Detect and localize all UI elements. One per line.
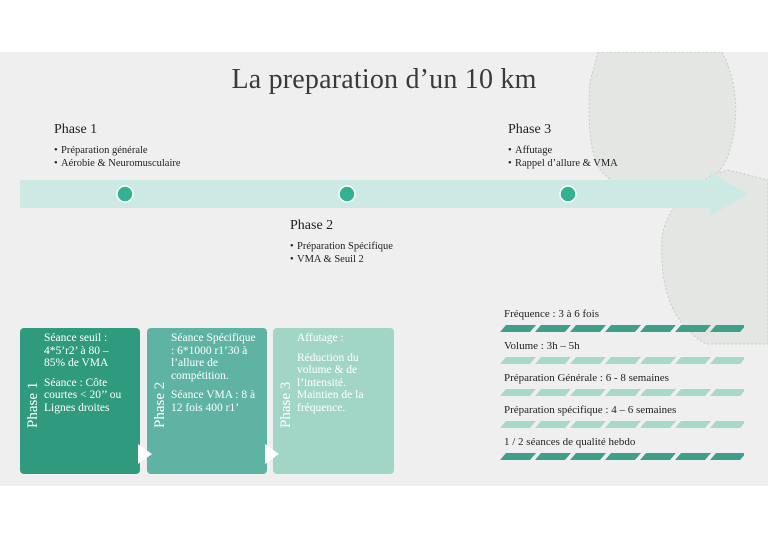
- stat-label: Volume : 3h – 5h: [504, 340, 580, 352]
- stat-bar-segment: [605, 325, 641, 332]
- stat-bar-segment: [500, 389, 536, 396]
- stat-bar-segment: [640, 389, 676, 396]
- stat-bar-segment: [675, 325, 711, 332]
- stat-bar-segment: [675, 421, 711, 428]
- chevron-right-icon: [138, 442, 154, 466]
- stat-bar-segment: [535, 389, 571, 396]
- phase-2-item: • VMA & Seuil 2: [290, 253, 393, 266]
- slide: [0, 52, 768, 486]
- phase-3-label: [508, 122, 618, 170]
- stat-bar: [500, 357, 744, 365]
- stat-bar-segment: [500, 421, 536, 428]
- phase-2-item: • Préparation Spécifique: [290, 240, 393, 253]
- phase-3-card-body: [297, 332, 386, 421]
- stat-bar-segment: [675, 357, 711, 364]
- stat-item: [500, 432, 744, 464]
- card-paragraph: Séance : Côte courtes < 20’’ ou Lignes droites: [44, 376, 122, 414]
- stat-item: [500, 336, 744, 368]
- stat-bar-segment: [675, 453, 711, 460]
- stat-bar-segment: [605, 357, 641, 364]
- stat-bar-segment: [605, 421, 641, 428]
- phase-3-card: [273, 328, 394, 474]
- stat-item: [500, 400, 744, 432]
- stat-bar-segment: [605, 453, 641, 460]
- stat-bar-segment: [710, 453, 744, 460]
- phase-3-title: Phase 3: [508, 122, 552, 137]
- card-paragraph: Séance VMA : 8 à 12 fois 400 r1’: [171, 389, 256, 414]
- phase-1-card: [20, 328, 140, 474]
- stat-bar-segment: [570, 389, 606, 396]
- stat-bar-segment: [570, 325, 606, 332]
- phase-2-label: [290, 218, 393, 266]
- timeline-dot-phase-2: [339, 186, 355, 202]
- card-paragraph: Séance seuil : 4*5’r2’ à 80 – 85% de VMA: [44, 332, 109, 369]
- phase-2-title: Phase 2: [290, 218, 334, 233]
- stat-bar-segment: [710, 357, 744, 364]
- phase-2-list: [290, 240, 393, 266]
- stat-bar-segment: [500, 453, 536, 460]
- page-title: La preparation d’un 10 km: [231, 64, 537, 95]
- stat-bar-segment: [535, 325, 571, 332]
- card-paragraph: Séance Spécifique : 6*1000 r1’30 à l’allure de compétition.: [171, 332, 256, 382]
- stat-bar-segment: [710, 421, 744, 428]
- stat-bar-segment: [710, 389, 744, 396]
- stat-item: [500, 304, 744, 336]
- phase-1-list: [54, 144, 181, 170]
- phase-1-item: • Aérobie & Neuromusculaire: [54, 157, 181, 170]
- stat-item: [500, 368, 744, 400]
- stat-bar-segment: [500, 325, 536, 332]
- stat-bar-segment: [570, 453, 606, 460]
- stat-bar: [500, 325, 744, 333]
- stat-bar-segment: [535, 453, 571, 460]
- stat-bar-segment: [640, 421, 676, 428]
- card-paragraph: Affutage :: [297, 332, 344, 344]
- phase-3-card-tab: Phase 3: [278, 381, 294, 428]
- phase-1-card-body: [44, 332, 132, 421]
- stat-bar-segment: [570, 421, 606, 428]
- phase-2-card: [147, 328, 267, 474]
- phase-1-label: [54, 122, 181, 170]
- stat-label: 1 / 2 séances de qualité hebdo: [504, 436, 636, 448]
- stat-bar-segment: [535, 421, 571, 428]
- phase-3-list: [508, 144, 618, 170]
- chevron-right-icon: [265, 442, 281, 466]
- stats-list: [500, 304, 744, 464]
- timeline-dot-phase-1: [117, 186, 133, 202]
- stat-bar-segment: [640, 325, 676, 332]
- phase-2-card-tab: Phase 2: [152, 381, 168, 428]
- phase-1-item: • Préparation générale: [54, 144, 181, 157]
- stat-label: Préparation spécifique : 4 – 6 semaines: [504, 404, 677, 416]
- timeline-dot-phase-3: [560, 186, 576, 202]
- phase-3-item: • Rappel d’allure & VMA: [508, 157, 618, 170]
- stat-bar-segment: [675, 389, 711, 396]
- stat-bar-segment: [570, 357, 606, 364]
- phase-1-card-tab: Phase 1: [25, 381, 41, 428]
- stat-bar-segment: [640, 453, 676, 460]
- stat-bar-segment: [710, 325, 744, 332]
- phase-2-card-body: [171, 332, 259, 421]
- stat-bar-segment: [640, 357, 676, 364]
- stat-bar-segment: [535, 357, 571, 364]
- stat-label: Fréquence : 3 à 6 fois: [504, 308, 599, 320]
- phase-1-title: Phase 1: [54, 122, 98, 137]
- phase-3-item: • Affutage: [508, 144, 618, 157]
- stat-bar: [500, 389, 744, 397]
- stat-label: Préparation Générale : 6 - 8 semaines: [504, 372, 669, 384]
- stat-bar: [500, 453, 744, 461]
- stat-bar-segment: [500, 357, 536, 364]
- stat-bar-segment: [605, 389, 641, 396]
- card-paragraph: Réduction du volume & de l’intensité. Maintien de la fréquence.: [297, 351, 364, 414]
- stat-bar: [500, 421, 744, 429]
